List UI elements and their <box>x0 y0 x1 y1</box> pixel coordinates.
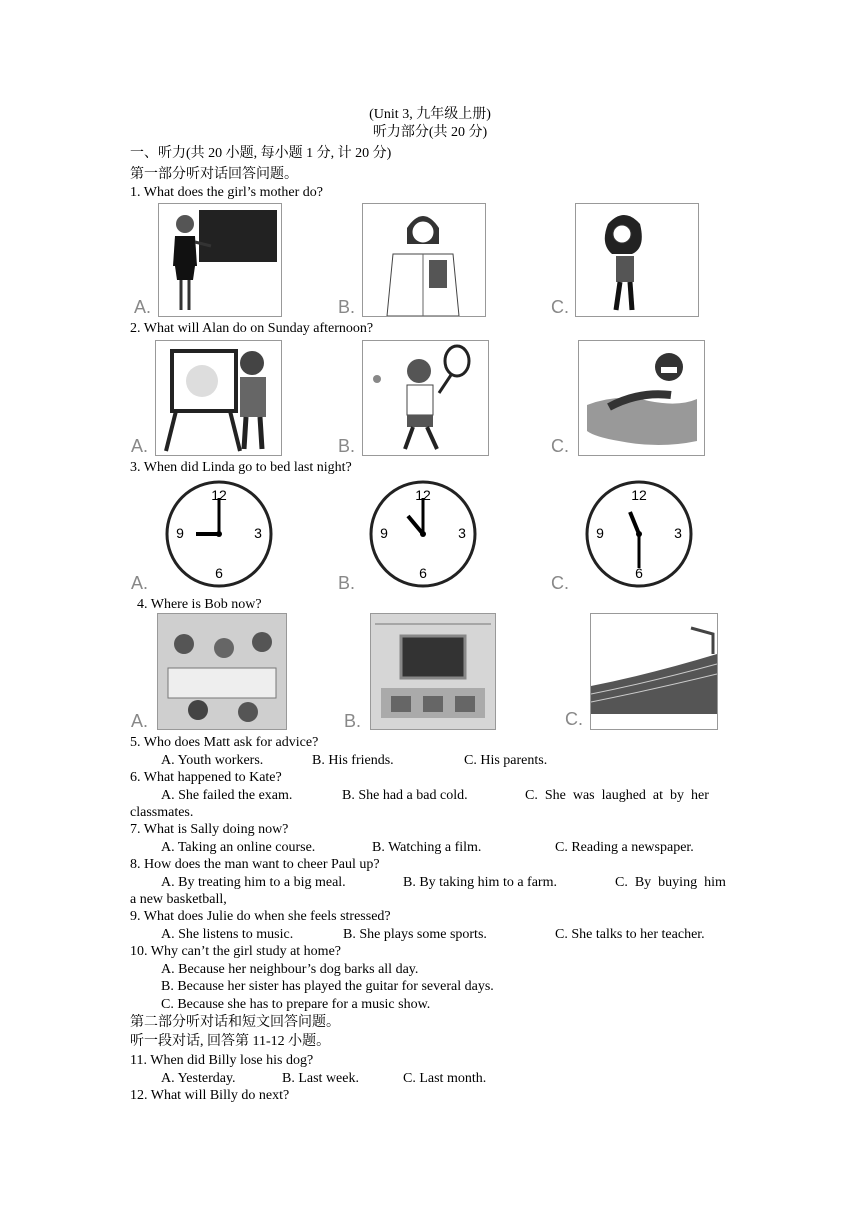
question-9: 9. What does Julie do when she feels stressed? <box>130 909 391 924</box>
question-11: 11. When did Billy lose his dog? <box>130 1053 314 1068</box>
option-c-continued: classmates. <box>130 805 194 820</box>
option-b: B. She plays some sports. <box>343 927 487 942</box>
question-1: 1. What does the girl’s mother do? <box>130 185 323 200</box>
option-b: B. His friends. <box>312 753 394 768</box>
option-c: C. She was laughed at by her <box>525 788 709 803</box>
clock-number-9: 9 <box>380 525 388 541</box>
clock-number-12: 12 <box>211 487 227 503</box>
clock-number-9: 9 <box>176 525 184 541</box>
clock-11-30-icon <box>578 478 700 590</box>
part1-heading: 第一部分听对话回答问题。 <box>130 167 298 182</box>
option-c: C. By buying him <box>615 875 726 890</box>
clock-10-icon <box>362 478 484 590</box>
option-c: C. Reading a newspaper. <box>555 840 694 855</box>
option-label-a: A. <box>131 711 149 731</box>
question-5: 5. Who does Matt ask for advice? <box>130 735 319 750</box>
question-3: 3. When did Linda go to bed last night? <box>130 460 352 475</box>
option-b: B. Last week. <box>282 1071 359 1086</box>
option-a: A. Taking an online course. <box>161 840 316 855</box>
clock-9-icon <box>158 478 280 590</box>
part2-intro: 听一段对话, 回答第 11-12 小题。 <box>130 1034 331 1049</box>
option-a: A. She listens to music. <box>161 927 294 942</box>
clock-number-6: 6 <box>635 565 643 581</box>
option-a: A. She failed the exam. <box>161 788 293 803</box>
playground-icon <box>590 613 718 730</box>
option-label-c: C. <box>551 436 569 456</box>
option-b: B. Watching a film. <box>372 840 482 855</box>
clock-number-12: 12 <box>415 487 431 503</box>
doctor-icon <box>362 203 486 317</box>
option-label-b: B. <box>338 436 356 456</box>
option-c: C. His parents. <box>464 753 548 768</box>
classroom-icon <box>370 613 496 730</box>
question-12: 12. What will Billy do next? <box>130 1088 290 1103</box>
option-a: A. By treating him to a big meal. <box>161 875 346 890</box>
question-10: 10. Why can’t the girl study at home? <box>130 944 341 959</box>
clock-number-3: 3 <box>674 525 682 541</box>
clock-number-6: 6 <box>419 565 427 581</box>
dining-hall-icon <box>157 613 287 730</box>
page-title: (Unit 3, 九年级上册) <box>369 107 491 122</box>
option-label-a: A. <box>131 436 149 456</box>
model-icon <box>575 203 699 317</box>
question-6: 6. What happened to Kate? <box>130 770 282 785</box>
page-subtitle: 听力部分(共 20 分) <box>372 125 488 140</box>
clock-number-3: 3 <box>458 525 466 541</box>
option-c: C. She talks to her teacher. <box>555 927 705 942</box>
option-label-a: A. <box>131 573 149 593</box>
option-label-b: B. <box>338 573 356 593</box>
option-a: A. Because her neighbour’s dog barks all day. <box>161 962 419 977</box>
option-label-c: C. <box>551 573 569 593</box>
part2-heading: 第二部分听对话和短文回答问题。 <box>130 1015 340 1030</box>
question-2: 2. What will Alan do on Sunday afternoon? <box>130 321 374 336</box>
clock-number-3: 3 <box>254 525 262 541</box>
option-b: B. Because her sister has played the guitar for several days. <box>161 979 494 994</box>
option-a: A. Yesterday. <box>161 1071 236 1086</box>
option-a: A. Youth workers. <box>161 753 264 768</box>
option-c: C. Last month. <box>403 1071 487 1086</box>
clock-number-12: 12 <box>631 487 647 503</box>
question-8: 8. How does the man want to cheer Paul up? <box>130 857 380 872</box>
question-7: 7. What is Sally doing now? <box>130 822 289 837</box>
section-heading: 一、听力(共 20 小题, 每小题 1 分, 计 20 分) <box>130 146 392 161</box>
teacher-icon <box>158 203 282 317</box>
option-b: B. She had a bad cold. <box>342 788 468 803</box>
clock-number-9: 9 <box>596 525 604 541</box>
option-c-continued: a new basketball, <box>130 892 227 907</box>
option-label-b: B. <box>338 297 356 317</box>
option-c: C. Because she has to prepare for a music show. <box>161 997 431 1012</box>
painting-icon <box>155 340 282 456</box>
option-b: B. By taking him to a farm. <box>403 875 557 890</box>
option-label-b: B. <box>344 711 362 731</box>
swimming-icon <box>578 340 705 456</box>
tennis-icon <box>362 340 489 456</box>
option-label-c: C. <box>565 709 583 729</box>
option-label-a: A. <box>134 297 152 317</box>
question-4: 4. Where is Bob now? <box>137 597 262 612</box>
option-label-c: C. <box>551 297 569 317</box>
clock-number-6: 6 <box>215 565 223 581</box>
